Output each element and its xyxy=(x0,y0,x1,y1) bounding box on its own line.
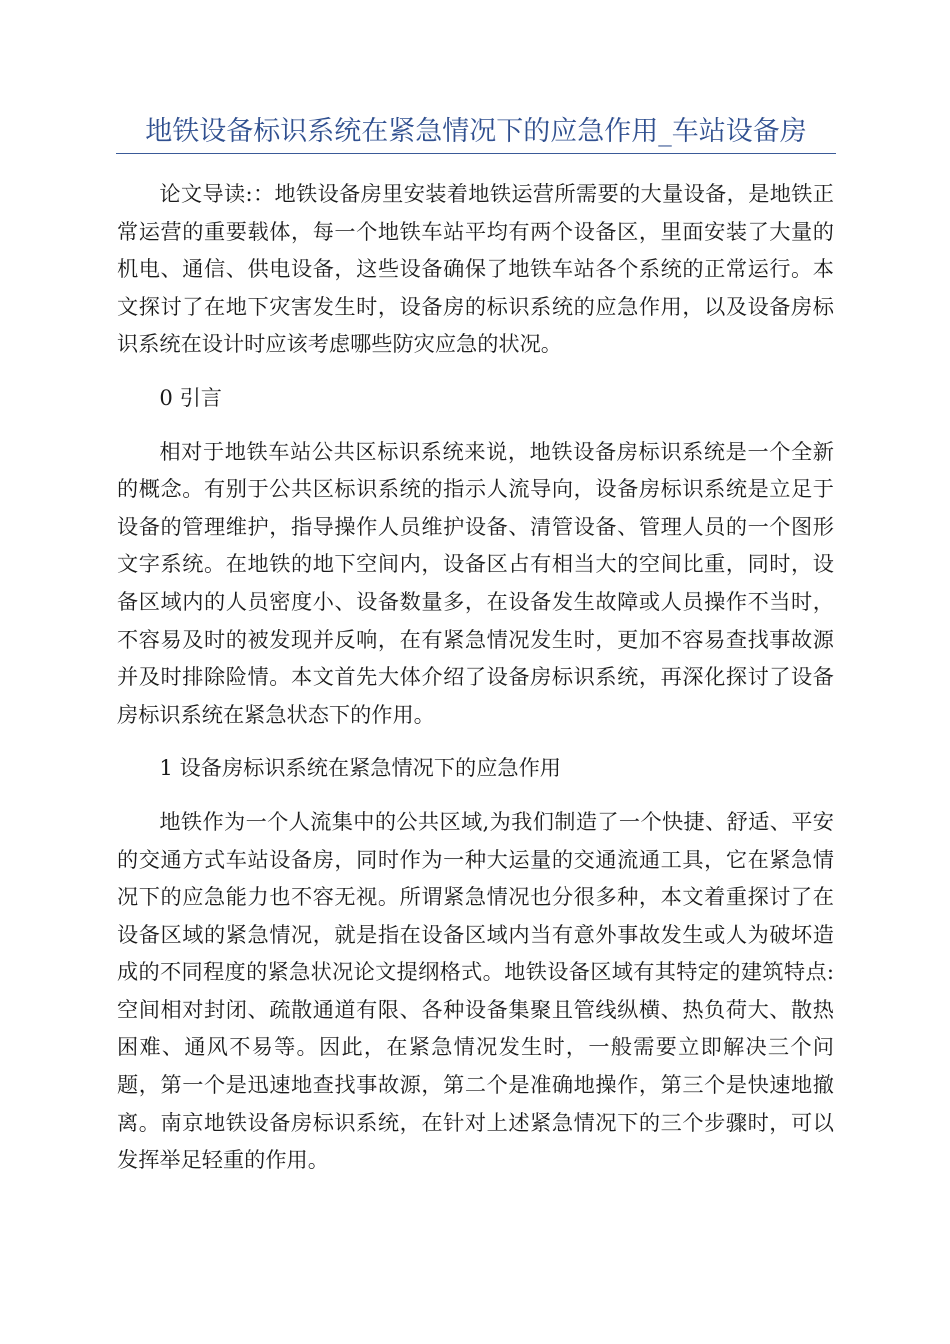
abstract-paragraph: 论文导读:：地铁设备房里安装着地铁运营所需要的大量设备，是地铁正常运营的重要载体，每一个地铁车站平均有两个设备区，里面安装了大量的机电、通信、供电设备，这些设备确保了地铁车站各个系统的正常运行。本文探讨了在地下灾害发生时，设备房的标识系统的应急作用，以及设备房标识系统在设计时应该考虑哪些防灾应急的状况。 xyxy=(117,181,834,357)
title-underline xyxy=(116,153,836,154)
emergency-role-paragraph: 地铁作为一个人流集中的公共区域,为我们制造了一个快捷、舒适、平安的交通方式车站设备房，同时作为一种大运量的交通流通工具，它在紧急情况下的应急能力也不容无视。所谓紧急情况也分很多种，本文着重探讨了在设备区域的紧急情况，就是指在设备区域内当有意外事故发生或人为破坏造成的不同程度的紧急状况论文提纲格式。地铁设备区域有其特定的建筑特点:空间相对封闭、疏散通道有限、各种设备集聚且管线纵横、热负荷大、散热困难、通风不易等。因此，在紧急情况发生时，一般需要立即解决三个问题，第一个是迅速地查找事故源，第二个是准确地操作，第三个是快速地撤离。南京地铁设备房标识系统，在针对上述紧急情况下的三个步骤时，可以发挥举足轻重的作用。 xyxy=(117,808,834,1173)
introduction-paragraph: 相对于地铁车站公共区标识系统来说，地铁设备房标识系统是一个全新的概念。有别于公共区标识系统的指示人流导向，设备房标识系统是立足于设备的管理维护，指导操作人员维护设备、清管设备、管理人员的一个图形文字系统。在地铁的地下空间内，设备区占有相当大的空间比重，同时，设备区域内的人员密度小、设备数量多，在设备发生故障或人员操作不当时，不容易及时的被发现并反响，在有紧急情况发生时，更加不容易查找事故源并及时排除险情。本文首先大体介绍了设备房标识系统，再深化探讨了设备房标识系统在紧急状态下的作用。 xyxy=(117,438,834,727)
section-heading-emergency-role: 1 设备房标识系统在紧急情况下的应急作用 xyxy=(159,755,561,781)
document-body xyxy=(117,175,834,1195)
section-heading-introduction: 0 引言 xyxy=(159,384,222,410)
document-title: 地铁设备标识系统在紧急情况下的应急作用_车站设备房 xyxy=(145,116,807,147)
